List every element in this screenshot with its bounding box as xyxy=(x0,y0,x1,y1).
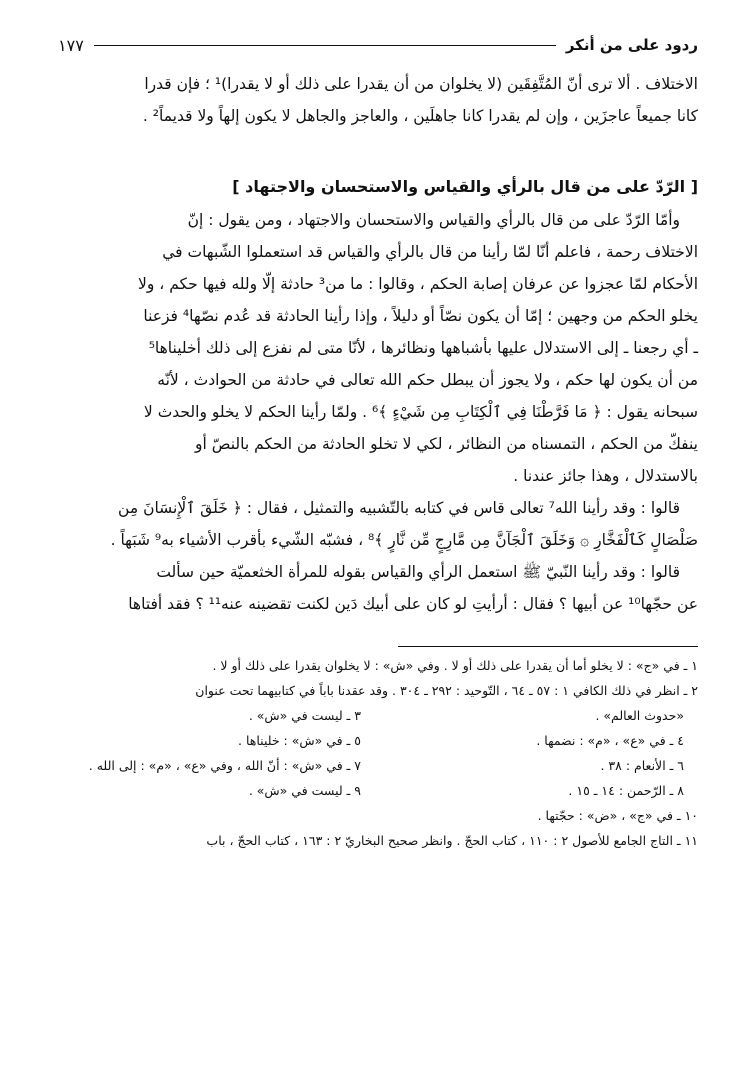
text-line: ينفكّ من الحكم ، التمسناه من النظائر ، لكي لا تخلو الحادثة من الحكم بالنصّ أو xyxy=(195,435,698,453)
footnote-4: ٤ ـ في «ع» ، «م» : نضمها . xyxy=(536,733,684,748)
footnote-5: ٥ ـ في «ش» : خليناها . xyxy=(238,733,361,748)
text-line: كانا جميعاً عاجزَين ، وإن لم يقدرا كانا جاهلَين ، والعاجز والجاهل لا يكون إلهاً ولا قديماً² . xyxy=(142,107,698,125)
intro-paragraph xyxy=(58,68,698,132)
footnote-2-cont: «حدوث العالم» . xyxy=(595,708,684,723)
text-line: صَلْصَالٍ كَٱلْفَخَّارِ ۞ وَخَلَقَ ٱلْجَآنَّ مِن مَّارِجٍ مِّن نَّارٍ ﴾⁸ ، فشبّه الشّيء بأقرب الأشياء به⁹ شَبَهاً . xyxy=(110,531,698,549)
footnote-3: ٣ ـ ليست في «ش» . xyxy=(248,708,361,723)
header-rule xyxy=(94,45,556,46)
footnote-10: ١٠ ـ في «ج» ، «ض» : حجّتها . xyxy=(537,808,698,823)
text-line: الأحكام لمّا عجزوا عن عرفان إصابة الحكم ، وقالوا : ما من³ حادثة إلّا ولله فيها حكم ، ولا xyxy=(138,275,698,293)
text-line: الاختلاف رحمة ، فاعلم أنّا لمّا رأينا من قال بالرأي والقياس قد استعملوا الشّبهات في xyxy=(162,243,698,261)
footnote-8: ٨ ـ الرّحمن : ١٤ ـ ١٥ . xyxy=(568,783,684,798)
footnote-rule xyxy=(398,646,698,647)
text-line: قالوا : وقد رأينا النّبيّ ﷺ استعمل الرأي والقياس بقوله للمرأة الخثعميّة حين سألت xyxy=(156,563,680,581)
footnote-grid xyxy=(58,703,698,803)
text-line: وأمّا الرّدّ على من قال بالرأي والقياس والاستحسان والاجتهاد ، ومن يقول : إنّ xyxy=(187,211,680,229)
text-line: عن حجّها¹⁰ عن أبيها ؟ فقال : أرأيتِ لو كان على أبيك دَين لكنت تقضينه عنه¹¹ ؟ فقد أفتاها xyxy=(128,595,698,613)
text-line: سبحانه يقول : ﴿ مَا فَرَّطْنَا فِي ٱلْكِتَابِ مِن شَيْءٍ ﴾⁶ . ولمّا رأينا الحكم لا يخلو والحدث لا xyxy=(143,403,698,421)
footnote-11: ١١ ـ التاج الجامع للأصول ٢ : ١١٠ ، كتاب الحجّ . وانظر صحيح البخاريّ ٢ : ١٦٣ ، كتاب الحجّ ، باب xyxy=(206,833,698,848)
book-page xyxy=(58,32,698,853)
section-heading: [ الرّدّ على من قال بالرأي والقياس والاستحسان والاجتهاد ] xyxy=(232,177,698,196)
footnote-6: ٦ ـ الأنعام : ٣٨ . xyxy=(600,758,684,773)
footnotes xyxy=(58,653,698,853)
text-line: الاختلاف . ألا ترى أنّ المُتَّفِقَين (لا يخلوان من أن يقدرا على ذلك أو لا يقدرا)¹ ؛ فإن قدرا xyxy=(144,75,698,93)
paragraph-tashbih xyxy=(58,492,698,556)
footnote-9: ٩ ـ ليست في «ش» . xyxy=(248,783,361,798)
paragraph-khathamiyya xyxy=(58,556,698,620)
page-number: ١٧٧ xyxy=(58,35,84,55)
paragraph-ray-qiyas xyxy=(58,204,698,492)
text-line: ـ أي رجعنا ـ إلى الاستدلال عليها بأشباهها ونظائرها ، لأنّا متى لم نفزع إلى ذلك أخليناها⁵ xyxy=(148,339,698,357)
text-line: يخلو الحكم من وجهين ؛ إمّا أن يكون نصّاً أو دليلاً ، وإذا رأينا الحادثة قد عُدم نصّها⁴ فزعنا xyxy=(143,307,698,325)
running-title: ردود على من أنكر xyxy=(565,36,698,54)
footnote-7: ٧ ـ في «ش» : أنّ الله ، وفي «ع» ، «م» : إلى الله . xyxy=(88,758,361,773)
text-line: بالاستدلال ، وهذا جائز عندنا . xyxy=(513,467,698,485)
footnote-1: ١ ـ في «ج» : لا يخلو أما أن يقدرا على ذلك أو لا . وفي «ش» : لا يخلوان يقدرا على ذلك أو لا . xyxy=(212,658,698,673)
footnote-2: ٢ ـ انظر في ذلك الكافي ١ : ٥٧ ـ ٦٤ ، التّوحيد : ٢٩٢ ـ ٣٠٤ . وقد عقدنا باباً في كتابيهما تحت عنوان xyxy=(195,683,698,698)
running-header xyxy=(58,32,698,58)
text-line: قالوا : وقد رأينا الله⁷ تعالى قاس في كتابه بالتّشبيه والتمثيل ، فقال : ﴿ خَلَقَ ٱلْإِنسَانَ مِن xyxy=(118,499,680,517)
text-line: من أن يكون لها حكم ، ولا يجوز أن يبطل حكم الله تعالى في حادثة من الحوادث ، لأنّه xyxy=(157,371,698,389)
